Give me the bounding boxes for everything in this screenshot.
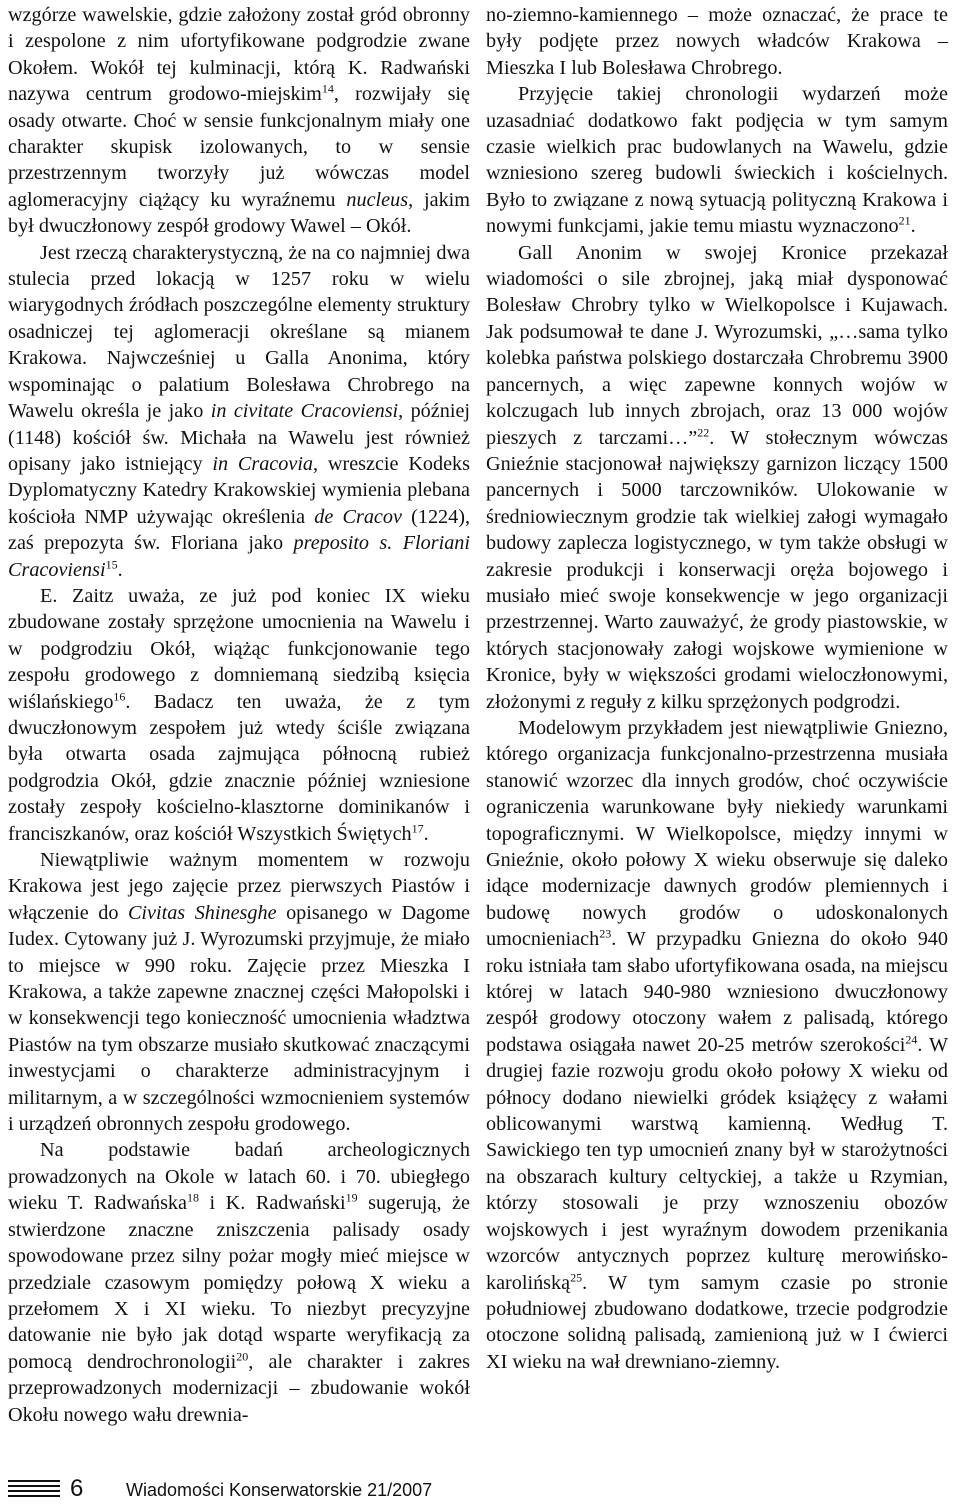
- paragraph: Na podstawie badań archeologicznych prowadzonych na Okole w latach 60. i 70. ubiegłego wieku T. Radwańska$^{18}$ i K. Radwański$^{19}$ sugerują, że stwierdzone znaczne zniszczenia palisady osady spowodowane przez silny pożar mogły mieć miejsce w przedziale czasowym pomiędzy połową X wieku a przełomem X i XI wieku. To niezbyt precyzyjne datowanie nie było jak dotąd wsparte weryfikacją za pomocą dendrochronologii$^{20}$, ale charakter i zakres przeprowadzonych modernizacji – zbudowanie wokół Okołu nowego wału drewnia-: [8, 1139, 470, 1426]
- footnote-ref: 14: [321, 81, 334, 96]
- footnote-ref: 24: [905, 1032, 918, 1047]
- paragraph: E. Zaitz uważa, ze już pod koniec IX wieku zbudowane zostały sprzężone umocnienia na Wawelu i w podgrodziu Okół, wiążąc funkcjonowanie tego zespołu grodowego z domniemaną siedzibą księcia wiślańskiego$^{16}$. Badacz ten uważa, że z tym dwuczłonowym zespołem już wtedy ściśle związana była otwarta osada zajmująca północną rubież podgrodzia Okół, gdzie znacznie później wzniesione zostały zespoły kościelno-klasztorne dominikanów i franciszkanów, oraz kościół Wszystkich Świętych$^{17}$.: [8, 584, 470, 845]
- footnote-ref: 17: [411, 820, 424, 835]
- footnote-ref: 19: [345, 1190, 358, 1205]
- footnote-ref: 16: [113, 688, 126, 703]
- footnote-ref: 18: [187, 1190, 199, 1205]
- paragraph: Przyjęcie takiej chronologii wydarzeń może uzasadniać dodatkowo fakt podjęcia w tym samym czasie wielkich prac budowlanych na Wawelu, gdzie wzniesiono szereg budowli świeckich i kościelnych. Było to związane z nową sytuacją polityczną Krakowa i nowymi funkcjami, jakie temu miastu wyznaczono$^{21}$.: [486, 83, 948, 238]
- footnote-ref: 23: [599, 926, 612, 941]
- paragraph: Niewątpliwie ważnym momentem w rozwoju Krakowa jest jego zajęcie przez pierwszych Piastów i włączenie do Civitas Shinesghe opisanego w Dagome Iudex. Cytowany już J. Wyrozumski przyjmuje, że miało to miejsce w 990 roku. Zajęcie przez Mieszka I Krakowa, a także zapewne znacznej części Małopolski i w konsekwencji tego konieczność umocnienia władztwa Piastów na tym obszarze musiało skutkować znaczącymi inwestycjami o charakterze administracyjnym i militarnym, a w szczególności wzmocnieniem systemów i urządzeń obronnych zespołu grodowego.: [8, 849, 470, 1136]
- page-footer: [8, 1477, 608, 1507]
- paragraph: no-ziemno-kamiennego – może oznaczać, że prace te były podjęte przez nowych władców Krakowa – Mieszka I lub Bolesława Chrobrego.: [486, 4, 948, 79]
- paragraph: wzgórze wawelskie, gdzie założony został gród obronny i zespolone z nim ufortyfikowane podgrodzie zwane Okołem. Wokół tej kulminacji, którą K. Radwański nazywa centrum grodowo-miejskim$^{14}$, rozwijały się osady otwarte. Choć w sensie funkcjonalnym miały one charakter skupisk izolowanych, to w sensie przestrzennym tworzyły już wówczas model aglomeracyjny ciążący ku wyraźnemu nucleus, jakim był dwuczłonowy zespół grodowy Wawel – Okół.: [8, 4, 470, 238]
- left-column: [8, 2, 470, 1428]
- page-number: 6: [70, 1475, 84, 1502]
- footnote-ref: 15: [105, 556, 118, 571]
- paragraph: Gall Anonim w swojej Kronice przekazał wiadomości o sile zbrojnej, jaką miał dysponować Bolesław Chrobry tylko w Wielkopolsce i Kujawach. Jak podsumował te dane J. Wyrozumski, „…sama tylko kolebka państwa polskiego dostarczała Chrobremu 3900 pancernych, a więc zapewne konnych wojów w kolczugach lub innych zbrojach, oraz 13 000 wojów pieszych z tarczami…”$^{22}$. W stołecznym wówczas Gnieźnie stacjonował największy garnizon liczący 1500 pancernych i 5000 tarczowników. Ulokowanie w średniowiecznym grodzie tak wielkiej załogi wymagało budowy zaplecza logistycznego, w tym także obsługi w zakresie produkcji i konserwacji oręża bojowego i musiało mieć swoje konsekwencje w jego organizacji przestrzennej. Warto zauważyć, że grody piastowskie, w których stacjonowały załogi wojskowe wymienione w Kronice, były w większości grodami wieloczłonowymi, złożonymi z reguły z kilku sprzężonych podgrodzi.: [486, 241, 949, 713]
- journal-title: Wiadomości Konserwatorskie 21/2007: [126, 1480, 433, 1500]
- paragraph: Jest rzeczą charakterystyczną, że na co najmniej dwa stulecia przed lokacją w 1257 roku w wielu wiarygodnych źródłach poszczególne elementy struktury osadniczej tej aglomeracji określane są mianem Krakowa. Najwcześniej u Galla Anonima, który wspominając o palatium Bolesława Chrobrego na Wawelu określa je jako in civitate Cracoviensi, później (1148) kościół św. Michała na Wawelu jest również opisany jako istniejący in Cracovia, wreszcie Kodeks Dyplomatyczny Katedry Krakowskiej wymienia plebana kościoła NMP używając określenia de Cracov (1224), zaś prepozyta św. Floriana jako preposito s. Floriani Cracoviensi$^{15}$.: [8, 241, 471, 581]
- footnote-ref: 25: [570, 1269, 583, 1284]
- footer-rule-icon: [8, 1480, 60, 1502]
- right-column: [486, 2, 948, 1375]
- footnote-ref: 21: [898, 213, 911, 228]
- footnote-ref: 20: [236, 1348, 249, 1363]
- paragraph: Modelowym przykładem jest niewątpliwie Gniezno, którego organizacja funkcjonalno-przestrzenna musiała stanowić wzorzec dla innych grodów, choć oczywiście ograniczenia warunkowane były niekiedy warunkami topograficznymi. W Wielkopolsce, między innymi w Gnieźnie, około połowy X wieku obserwuje się daleko idące modernizacje dawnych grodów plemiennych i budowę nowych grodów o udoskonalonych umocnieniach$^{23}$. W przypadku Gniezna do około 940 roku istniała tam słabo ufortyfikowana osada, na miejscu której w latach 940-980 wzniesiono dwuczłonowy zespół grodowy otoczony wałem z palisadą, którego podstawa osiągała nawet 20-25 metrów szerokości$^{24}$. W drugiej fazie rozwoju grodu około połowy X wieku od północy dodano niewielki gródek książęcy z wałami oblicowanymi warstwą kamienną. Według T. Sawickiego ten typ umocnień znany był w starożytności na obszarach kultury celtyckiej, a także u Rzymian, którzy stosowali je przy wznoszeniu obozów wojskowych i jest wyraźnym dowodem przenikania wzorców antycznych poprzez kulturę merowińsko-karolińską$^{25}$. W tym samym czasie po stronie południowej zbudowano dodatkowe, trzecie podgrodzie otoczone solidną palisadą, zamienioną już w I ćwierci XI wieku na wał drewniano-ziemny.: [486, 716, 948, 1373]
- footnote-ref: 22: [697, 424, 710, 439]
